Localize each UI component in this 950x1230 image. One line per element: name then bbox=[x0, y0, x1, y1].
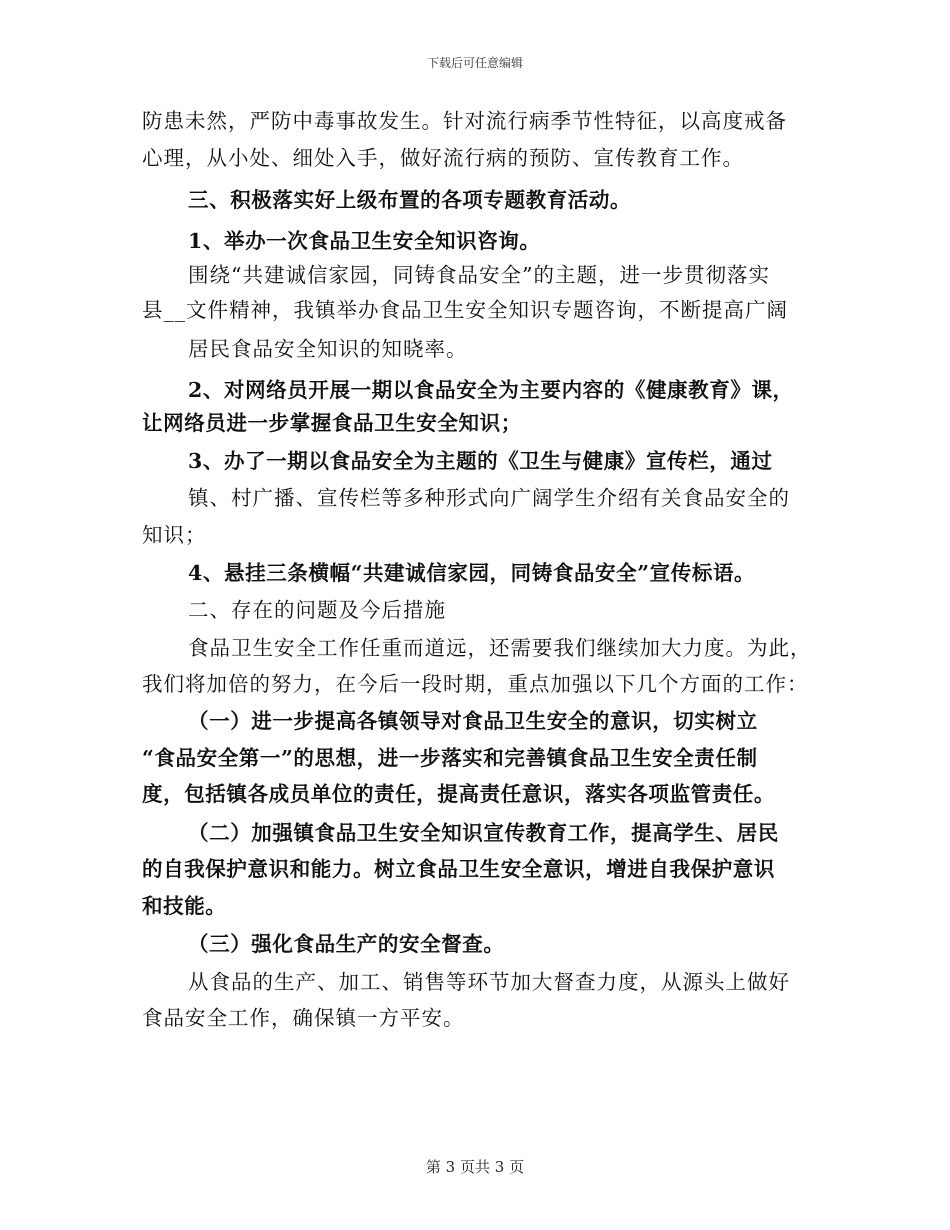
paragraph-line: 防患未然，严防中毒事故发生。针对流行病季节性特征，以高度戒备 bbox=[142, 109, 787, 133]
item-heading: 度，包括镇各成员单位的责任，提高责任意识，落实各项监管责任。 bbox=[142, 782, 775, 806]
item-heading: （一）进一步提高各镇领导对食品卫生安全的意识，切实树立 bbox=[188, 709, 758, 733]
paragraph-line: 镇、村广播、宣传栏等多种形式向广阔学生介绍有关食品安全的 bbox=[188, 486, 790, 510]
item-heading: 的自我保护意识和能力。树立食品卫生安全意识，增进自我保护意识 bbox=[142, 857, 775, 881]
item-heading: 和技能。 bbox=[142, 894, 227, 918]
paragraph-line: 从食品的生产、加工、销售等环节加大督查力度，从源头上做好 bbox=[188, 970, 790, 994]
item-heading: 4、悬挂三条横幅“共建诚信家园，同铸食品安全”宣传标语。 bbox=[188, 561, 756, 585]
item-heading: （二）加强镇食品卫生安全知识宣传教育工作，提高学生、居民 bbox=[188, 821, 779, 845]
section-heading: 三、积极落实好上级布置的各项专题教育活动。 bbox=[188, 188, 632, 212]
paragraph-line: 知识； bbox=[142, 523, 207, 547]
paragraph-line: 居民食品安全知识的知晓率。 bbox=[188, 337, 468, 361]
item-heading: 3、办了一期以食品安全为主题的《卫生与健康》宣传栏，通过 bbox=[188, 449, 773, 473]
item-heading: （三）强化食品生产的安全督查。 bbox=[188, 932, 505, 956]
paragraph-line: 围绕“共建诚信家园，同铸食品安全”的主题，进一步贯彻落实 bbox=[188, 263, 770, 287]
page-header: 下载后可任意编辑 bbox=[426, 56, 523, 70]
item-heading: “食品安全第一”的思想，进一步落实和完善镇食品卫生安全责任制 bbox=[142, 746, 758, 770]
paragraph-line: 食品卫生安全工作任重而道远，还需要我们继续加大力度。为此， bbox=[188, 636, 812, 660]
paragraph-line: 县__文件精神，我镇举办食品卫生安全知识专题咨询，不断提高广阔 bbox=[142, 298, 788, 322]
item-heading: 1、举办一次食品卫生安全知识咨询。 bbox=[188, 229, 541, 253]
paragraph-line: 心理，从小处、细处入手，做好流行病的预防、宣传教育工作。 bbox=[142, 146, 744, 170]
item-heading: 让网络员进一步掌握食品卫生安全知识； bbox=[142, 411, 522, 435]
page-footer: 第 3 页共 3 页 bbox=[425, 1158, 525, 1176]
paragraph-line: 食品安全工作，确保镇一方平安。 bbox=[142, 1006, 465, 1030]
paragraph-line: 我们将加倍的努力，在今后一段时期，重点加强以下几个方面的工作： bbox=[142, 672, 809, 696]
section-heading: 二、存在的问题及今后措施 bbox=[188, 598, 446, 622]
item-heading: 2、对网络员开展一期以食品安全为主要内容的《健康教育》课， bbox=[188, 378, 794, 402]
